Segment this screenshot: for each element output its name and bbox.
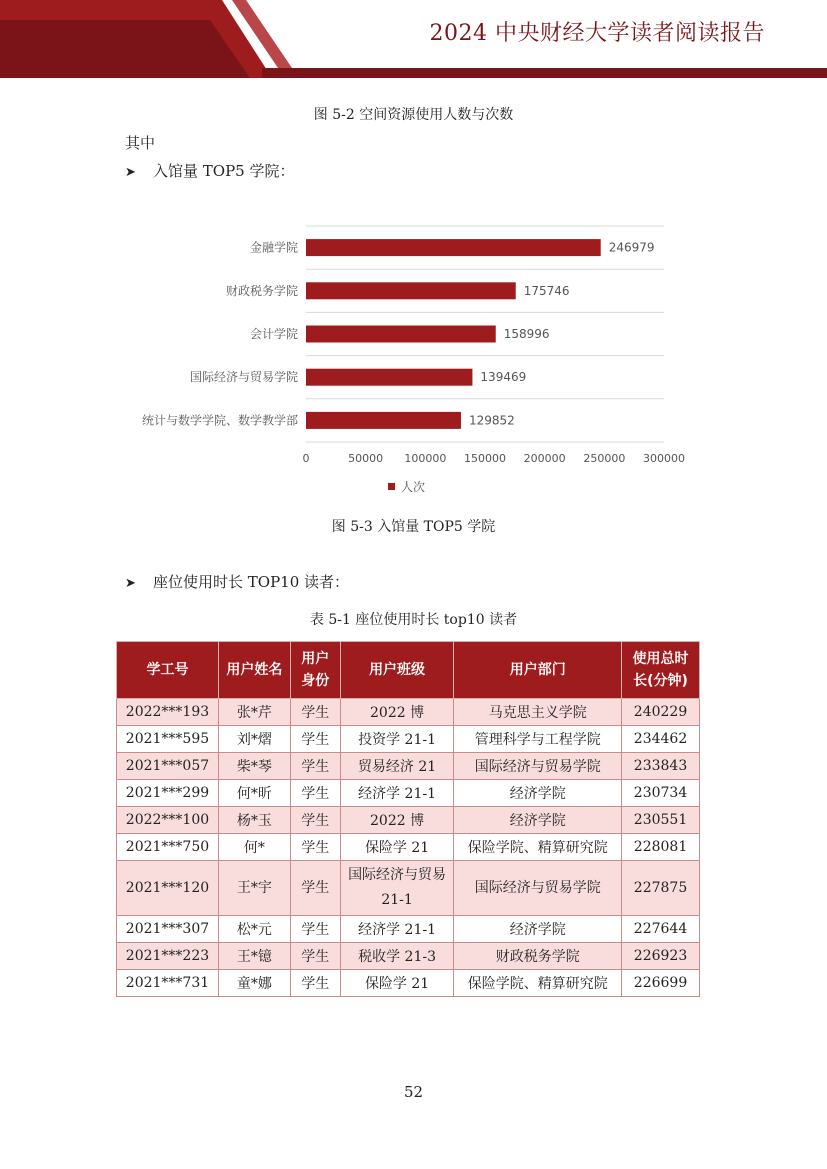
cell-user-name: 杨*玉 bbox=[218, 807, 290, 834]
report-title: 2024 中央财经大学读者阅读报告 bbox=[429, 21, 765, 46]
cell-user-class: 保险学 21 bbox=[340, 970, 454, 997]
table-row bbox=[117, 780, 700, 807]
table-row bbox=[117, 699, 700, 726]
table-row bbox=[117, 726, 700, 753]
cell-total-minutes: 233843 bbox=[622, 753, 700, 780]
x-tick-label: 300000 bbox=[643, 452, 685, 465]
cell-user-department: 保险学院、精算研究院 bbox=[454, 970, 622, 997]
cell-user-name: 柴*琴 bbox=[218, 753, 290, 780]
bar-chart-top5-colleges bbox=[120, 212, 700, 502]
cell-user-class: 2022 博 bbox=[340, 699, 454, 726]
cell-user-class: 税收学 21-3 bbox=[340, 943, 454, 970]
data-label: 139469 bbox=[480, 370, 527, 385]
cell-total-minutes: 226923 bbox=[622, 943, 700, 970]
table-row bbox=[117, 943, 700, 970]
cell-student-id: 2021***595 bbox=[117, 726, 219, 753]
data-label: 129852 bbox=[468, 413, 515, 428]
bar bbox=[306, 326, 496, 343]
cell-user-identity: 学生 bbox=[290, 699, 340, 726]
table-row bbox=[117, 916, 700, 943]
category-label: 统计与数学学院、数学教学部 bbox=[141, 413, 298, 428]
category-label: 金融学院 bbox=[249, 240, 298, 255]
cell-user-department: 马克思主义学院 bbox=[454, 699, 622, 726]
table-row bbox=[117, 970, 700, 997]
cell-user-identity: 学生 bbox=[290, 916, 340, 943]
cell-student-id: 2021***120 bbox=[117, 861, 219, 916]
data-label: 175746 bbox=[523, 283, 570, 298]
data-label: 158996 bbox=[503, 327, 550, 341]
bullet-arrow-icon: ➤ bbox=[125, 576, 136, 591]
cell-student-id: 2021***057 bbox=[117, 753, 219, 780]
cell-student-id: 2021***731 bbox=[117, 970, 219, 997]
cell-user-name: 王*宇 bbox=[218, 861, 290, 916]
bullet-arrow-icon: ➤ bbox=[125, 165, 136, 180]
x-tick-label: 0 bbox=[302, 452, 310, 465]
bullet-text: 入馆量 TOP5 学院： bbox=[153, 162, 295, 180]
cell-total-minutes: 228081 bbox=[622, 834, 700, 861]
x-tick-label: 250000 bbox=[583, 452, 626, 465]
x-tick-label: 50000 bbox=[348, 452, 384, 465]
x-tick-label: 200000 bbox=[523, 452, 566, 465]
cell-user-department: 财政税务学院 bbox=[454, 943, 622, 970]
bullet-top10-readers bbox=[125, 571, 349, 592]
cell-user-identity: 学生 bbox=[290, 943, 340, 970]
header-user-department: 用户部门 bbox=[454, 642, 622, 699]
cell-user-class: 贸易经济 21 bbox=[340, 753, 454, 780]
cell-user-name: 何* bbox=[218, 834, 290, 861]
cell-user-class: 经济学 21-1 bbox=[340, 916, 454, 943]
cell-user-identity: 学生 bbox=[290, 970, 340, 997]
cell-user-identity: 学生 bbox=[290, 780, 340, 807]
cell-total-minutes: 227644 bbox=[622, 916, 700, 943]
x-tick-label: 100000 bbox=[404, 452, 447, 465]
bar bbox=[306, 412, 461, 429]
cell-total-minutes: 226699 bbox=[622, 970, 700, 997]
bar bbox=[306, 369, 472, 386]
cell-student-id: 2022***100 bbox=[117, 807, 219, 834]
table-5-1-caption: 表 5-1 座位使用时长 top10 读者 bbox=[309, 612, 518, 628]
cell-user-department: 经济学院 bbox=[454, 780, 622, 807]
table-row bbox=[117, 834, 700, 861]
cell-user-name: 松*元 bbox=[218, 916, 290, 943]
header-total-minutes: 使用总时长(分钟) bbox=[622, 642, 700, 699]
table-row bbox=[117, 861, 700, 916]
table-header-row bbox=[117, 642, 700, 699]
bar bbox=[306, 239, 601, 256]
category-label: 财政税务学院 bbox=[225, 283, 298, 298]
cell-user-class: 投资学 21-1 bbox=[340, 726, 454, 753]
cell-user-identity: 学生 bbox=[290, 861, 340, 916]
cell-user-class: 保险学 21 bbox=[340, 834, 454, 861]
figure-5-2-caption: 图 5-2 空间资源使用人数与次数 bbox=[313, 107, 514, 123]
data-label: 246979 bbox=[608, 240, 655, 255]
cell-student-id: 2022***193 bbox=[117, 699, 219, 726]
cell-user-name: 王*镱 bbox=[218, 943, 290, 970]
cell-user-name: 张*芹 bbox=[218, 699, 290, 726]
cell-user-name: 何*昕 bbox=[218, 780, 290, 807]
cell-user-class: 国际经济与贸易 21-1 bbox=[340, 861, 454, 916]
header-user-name: 用户姓名 bbox=[218, 642, 290, 699]
cell-user-department: 国际经济与贸易学院 bbox=[454, 753, 622, 780]
page-number: 52 bbox=[403, 1083, 424, 1101]
cell-user-name: 童*娜 bbox=[218, 970, 290, 997]
bar bbox=[306, 282, 516, 299]
cell-student-id: 2021***307 bbox=[117, 916, 219, 943]
cell-total-minutes: 230734 bbox=[622, 780, 700, 807]
cell-total-minutes: 234462 bbox=[622, 726, 700, 753]
header-user-class: 用户班级 bbox=[340, 642, 454, 699]
cell-total-minutes: 227875 bbox=[622, 861, 700, 916]
intro-text: 其中 bbox=[125, 134, 156, 152]
cell-user-class: 2022 博 bbox=[340, 807, 454, 834]
bullet-top5-colleges bbox=[125, 160, 294, 181]
cell-user-identity: 学生 bbox=[290, 726, 340, 753]
cell-student-id: 2021***750 bbox=[117, 834, 219, 861]
cell-student-id: 2021***299 bbox=[117, 780, 219, 807]
cell-user-department: 保险学院、精算研究院 bbox=[454, 834, 622, 861]
table-row bbox=[117, 807, 700, 834]
cell-student-id: 2021***223 bbox=[117, 943, 219, 970]
cell-total-minutes: 230551 bbox=[622, 807, 700, 834]
cell-user-department: 国际经济与贸易学院 bbox=[454, 861, 622, 916]
cell-user-class: 经济学 21-1 bbox=[340, 780, 454, 807]
category-label: 会计学院 bbox=[249, 327, 298, 341]
legend-label: 人次 bbox=[401, 480, 426, 494]
x-tick-label: 150000 bbox=[464, 452, 506, 465]
cell-user-identity: 学生 bbox=[290, 753, 340, 780]
cell-user-department: 管理科学与工程学院 bbox=[454, 726, 622, 753]
header-student-id: 学工号 bbox=[117, 642, 219, 699]
cell-user-name: 刘*熠 bbox=[218, 726, 290, 753]
bullet-text: 座位使用时长 TOP10 读者： bbox=[153, 573, 350, 591]
header-user-identity: 用户身份 bbox=[290, 642, 340, 699]
cell-user-department: 经济学院 bbox=[454, 916, 622, 943]
figure-5-3-caption: 图 5-3 入馆量 TOP5 学院 bbox=[331, 519, 496, 535]
category-label: 国际经济与贸易学院 bbox=[189, 370, 298, 385]
cell-total-minutes: 240229 bbox=[622, 699, 700, 726]
legend-swatch bbox=[388, 483, 395, 490]
seat-usage-table bbox=[116, 641, 700, 997]
cell-user-department: 经济学院 bbox=[454, 807, 622, 834]
table-row bbox=[117, 753, 700, 780]
cell-user-identity: 学生 bbox=[290, 807, 340, 834]
cell-user-identity: 学生 bbox=[290, 834, 340, 861]
